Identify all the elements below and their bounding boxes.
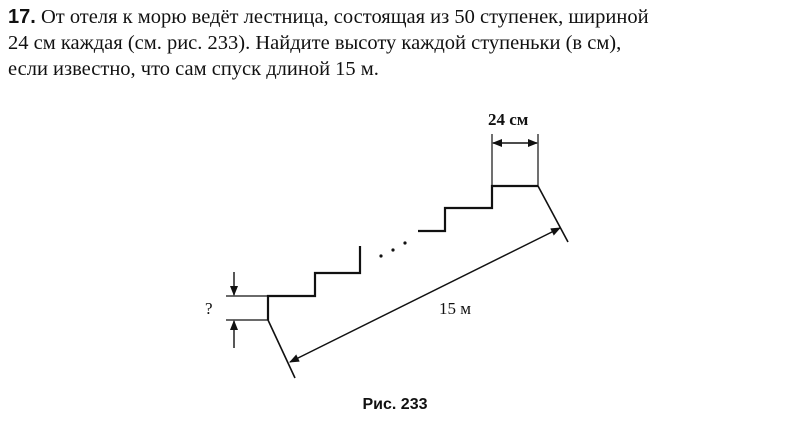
problem-number: 17. [8,6,36,28]
problem-line-3: если известно, что сам спуск длиной 15 м. [8,58,379,80]
figure-caption: Рис. 233 [362,396,428,413]
step-width-label: 24 см [488,110,529,129]
problem-line-2: 24 см каждая (см. рис. 233). Найдите высоту каждой ступеньки (в см), [8,32,622,54]
upper-steps [418,186,538,231]
height-label: ? [205,299,213,318]
lower-steps [268,246,360,320]
problem-line-1: От отеля к морю ведёт лестница, состоящая из 50 ступенек, шириной [40,6,649,28]
lower-edge-line [268,320,295,378]
upper-edge-line [538,186,568,242]
ellipsis-dots [379,241,406,257]
length-arrow [290,228,560,362]
length-label: 15 м [439,299,472,318]
